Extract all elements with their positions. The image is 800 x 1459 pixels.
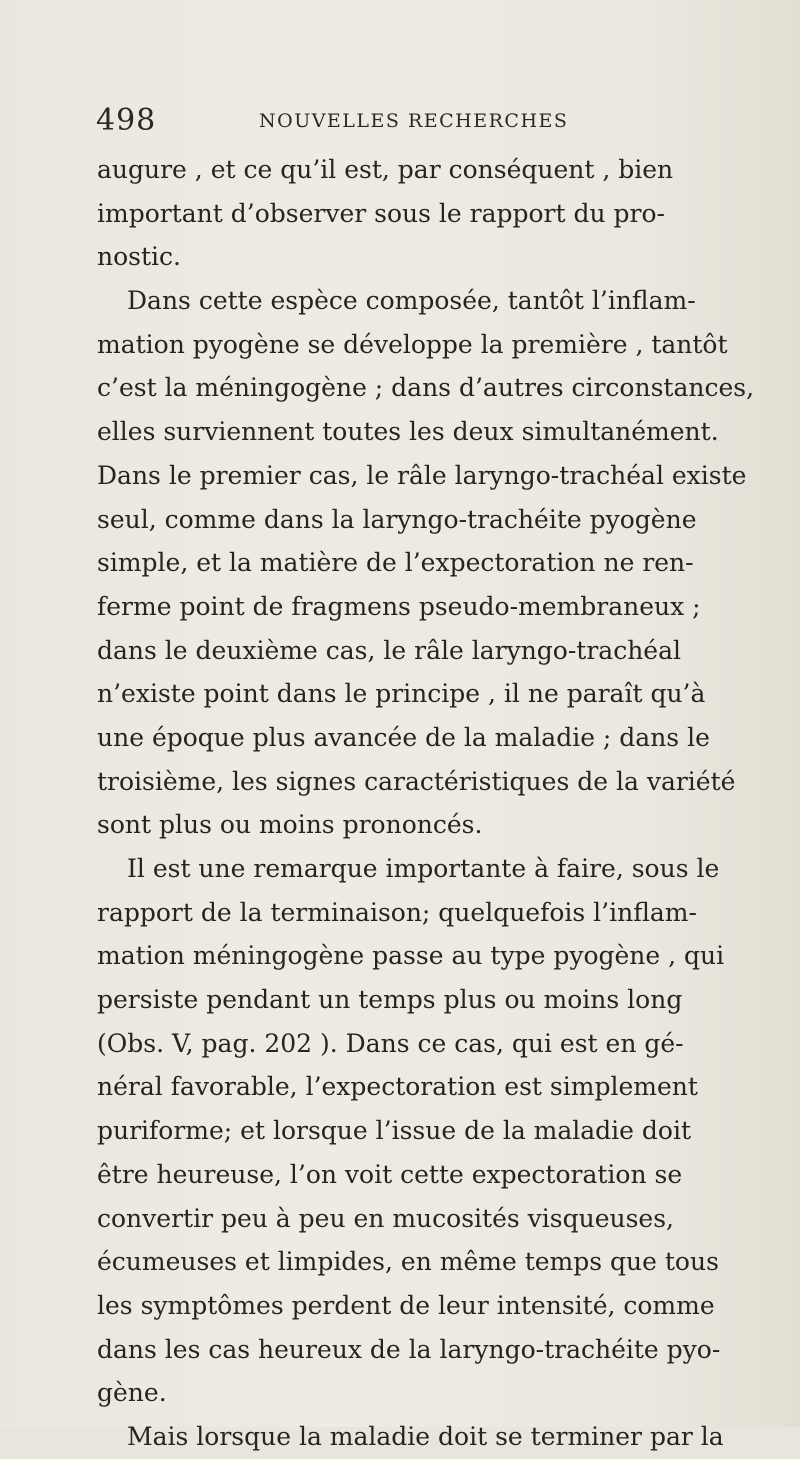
- text-line: dans les cas heureux de la laryngo-trachéite pyo-: [97, 1334, 721, 1364]
- text-line: être heureuse, l’on voit cette expectoration se: [97, 1159, 683, 1189]
- text-line: mation méningogène passe au type pyogène , qui: [97, 941, 725, 971]
- text-line: convertir peu à peu en mucosités visqueuses,: [97, 1203, 675, 1233]
- text-line: simple, et la matière de l’expectoration ne ren-: [97, 548, 694, 578]
- text-line: une époque plus avancée de la maladie ; dans le: [97, 722, 710, 752]
- text-line: persiste pendant un temps plus ou moins long: [97, 985, 683, 1015]
- text-line: important d’observer sous le rapport du pro-: [97, 198, 666, 228]
- running-head: NOUVELLES RECHERCHES: [259, 110, 569, 132]
- text-line: nostic.: [97, 242, 181, 272]
- page-header: [96, 103, 736, 143]
- text-line: dans le deuxième cas, le râle laryngo-trachéal: [97, 635, 681, 665]
- text-line: troisième, les signes caractéristiques de la variété: [97, 766, 736, 796]
- text-line: c’est la méningogène ; dans d’autres circonstances,: [97, 373, 755, 403]
- text-line: gène.: [97, 1378, 167, 1408]
- body-text: [97, 148, 787, 1459]
- text-line: puriforme; et lorsque l’issue de la maladie doit: [97, 1116, 692, 1146]
- text-line: rapport de la terminaison; quelquefois l’inflam-: [97, 897, 697, 927]
- text-line: néral favorable, l’expectoration est simplement: [97, 1072, 698, 1102]
- text-line: elles surviennent toutes les deux simultanément.: [97, 417, 719, 447]
- text-line: Dans cette espèce composée, tantôt l’inflam-: [127, 286, 696, 316]
- text-line: (Obs. V, pag. 202 ). Dans ce cas, qui est en gé-: [97, 1028, 684, 1058]
- text-line: sont plus ou moins prononcés.: [97, 810, 483, 840]
- text-line: n’existe point dans le principe , il ne paraît qu’à: [97, 679, 706, 709]
- text-line: ferme point de fragmens pseudo-membraneux ;: [97, 591, 701, 621]
- text-line: écumeuses et limpides, en même temps que tous: [97, 1247, 719, 1277]
- text-line: Il est une remarque importante à faire, sous le: [127, 854, 720, 883]
- text-line: seul, comme dans la laryngo-trachéite pyogène: [97, 504, 697, 534]
- text-line: augure , et ce qu’il est, par conséquent , bien: [97, 155, 674, 184]
- text-line: Mais lorsque la maladie doit se terminer par la: [127, 1421, 724, 1451]
- text-line: mation pyogène se développe la première , tantôt: [97, 329, 728, 359]
- text-line: les symptômes perdent de leur intensité, comme: [97, 1290, 715, 1320]
- text-line: Dans le premier cas, le râle laryngo-trachéal existe: [97, 460, 747, 490]
- page-number: 498: [96, 103, 157, 138]
